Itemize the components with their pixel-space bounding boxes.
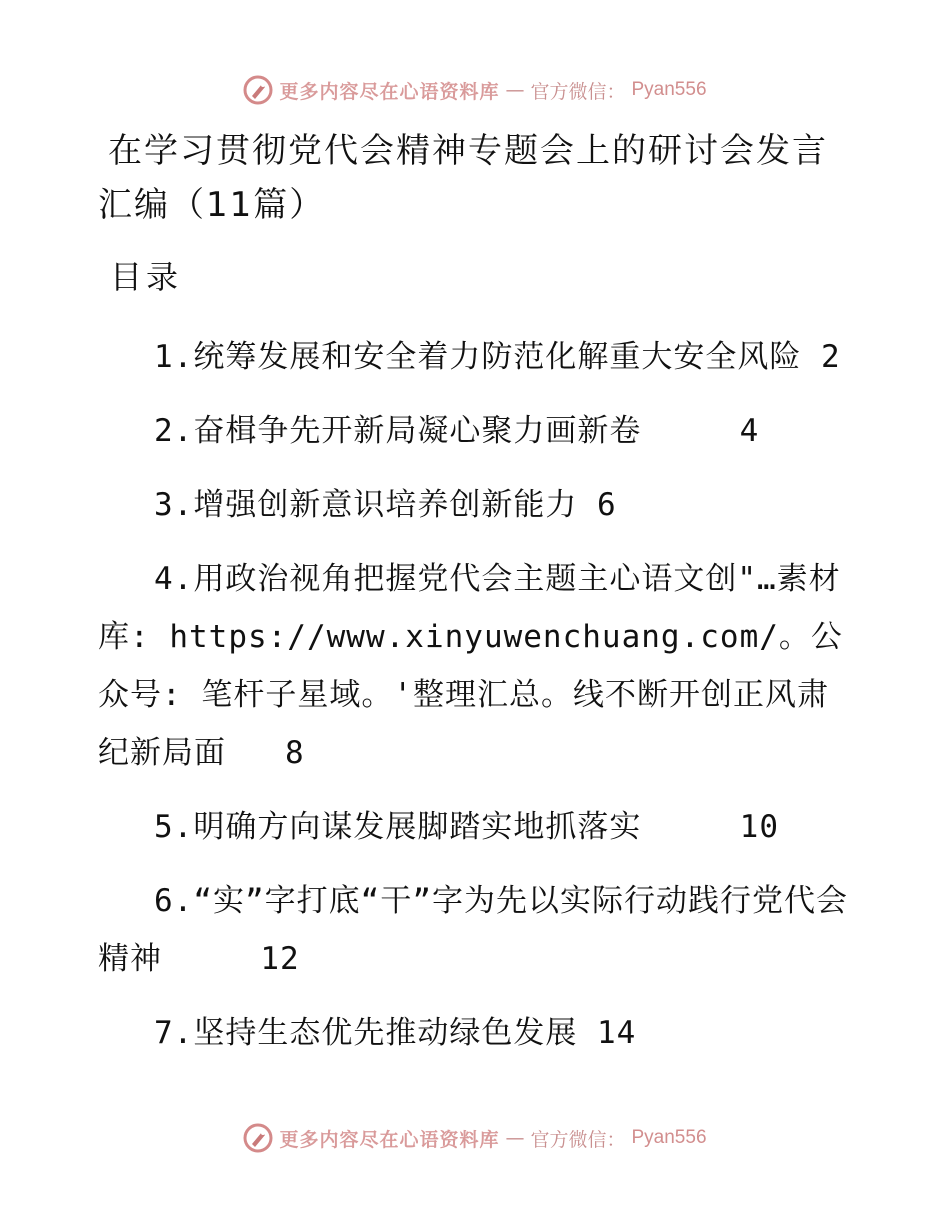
toc-item-page: 14 <box>597 1015 637 1051</box>
toc-item-page: 12 <box>181 941 300 977</box>
watermark-wechat-id: Pyan556 <box>631 79 707 100</box>
toc-item-page: 6 <box>597 487 617 523</box>
toc-item-page: 4 <box>661 413 760 449</box>
toc-item-text: 3.增强创新意识培养创新能力 <box>154 487 578 523</box>
table-of-contents <box>98 328 858 1078</box>
toc-item <box>98 1004 858 1062</box>
toc-item-page: 8 <box>245 735 305 771</box>
document-title: 在学习贯彻党代会精神专题会上的研讨会发言汇编（11篇） <box>98 131 828 225</box>
toc-heading: 目录 <box>110 258 183 296</box>
toc-item <box>98 872 858 988</box>
header-watermark <box>0 70 950 110</box>
toc-item-page: 2 <box>821 339 841 375</box>
toc-item <box>98 798 858 856</box>
toc-item-text: 5.明确方向谋发展脚踏实地抓落实 <box>154 809 642 845</box>
toc-item <box>98 328 858 386</box>
toc-item-text: 2.奋楫争先开新局凝心聚力画新卷 <box>154 413 642 449</box>
toc-item-text: 7.坚持生态优先推动绿色发展 <box>154 1015 578 1051</box>
watermark-official-label: 官方微信： <box>530 1128 626 1151</box>
footer-watermark <box>0 1118 950 1158</box>
watermark-site-text: 更多内容尽在心语资料库 <box>279 1128 500 1151</box>
toc-item <box>98 402 858 460</box>
watermark-site-text: 更多内容尽在心语资料库 <box>279 80 500 103</box>
toc-item-text: 6.“实”字打底“干”字为先以实际行动践行党代会精神 <box>98 883 848 977</box>
toc-item-page: 10 <box>661 809 779 845</box>
toc-item <box>98 550 858 782</box>
watermark-wechat-id: Pyan556 <box>631 1127 707 1148</box>
toc-item-text: 1.统筹发展和安全着力防范化解重大安全风险 <box>154 339 802 375</box>
watermark-content <box>243 1123 706 1153</box>
watermark-dash: — <box>505 79 525 101</box>
watermark-content <box>243 75 706 105</box>
pen-nib-logo-icon <box>243 75 273 105</box>
watermark-dash: — <box>505 1127 525 1149</box>
toc-item <box>98 476 858 534</box>
toc-item-text: 4.用政治视角把握党代会主题主心语文创"…素材库: https://www.xinyuwenchuang.com/。公众号: 笔杆子星域。'整理汇总。线不断开创正风肃纪新局面 <box>98 561 843 771</box>
watermark-official-label: 官方微信： <box>530 80 626 103</box>
pen-nib-logo-icon <box>243 1123 273 1153</box>
